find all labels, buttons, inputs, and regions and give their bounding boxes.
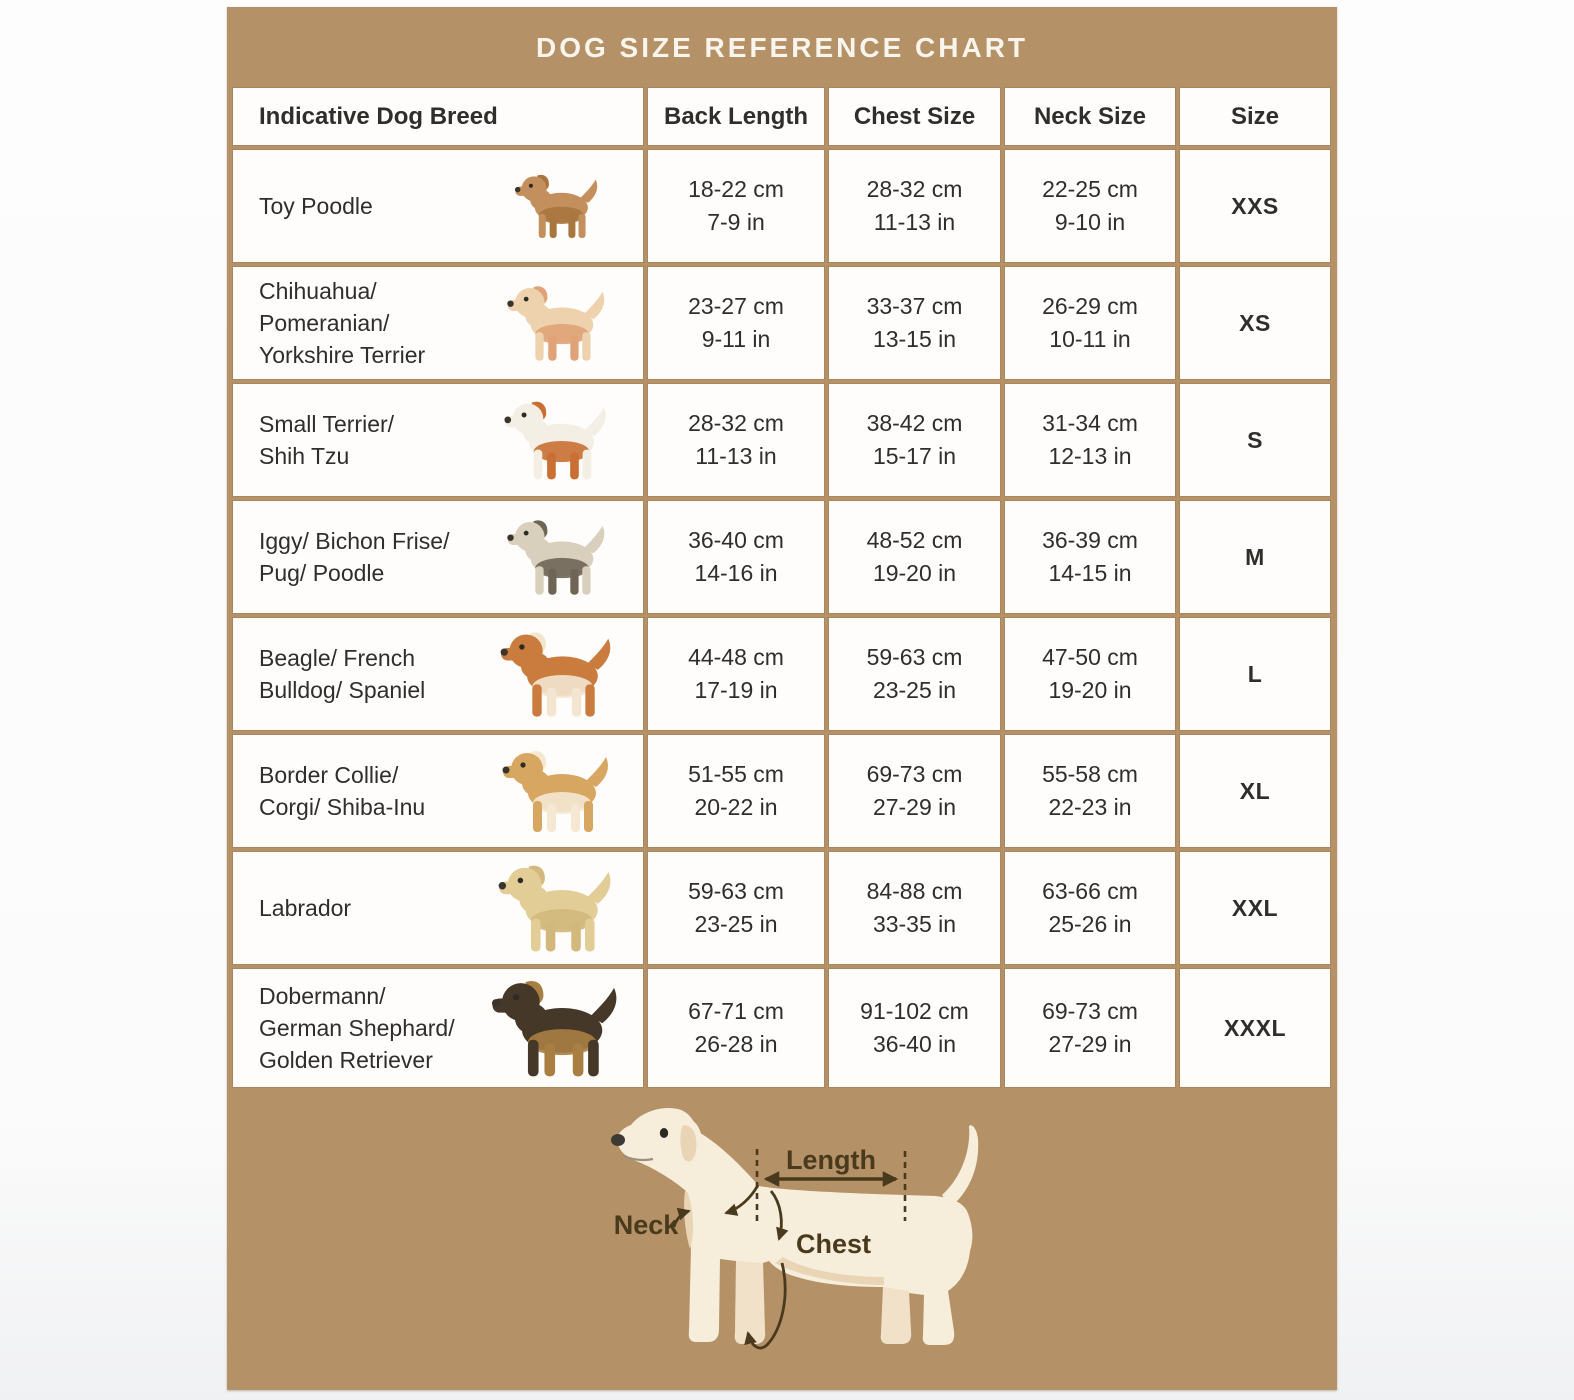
breed-line: Small Terrier/ — [259, 411, 395, 437]
size-value: XXS — [1231, 192, 1279, 219]
table-row — [233, 267, 1330, 379]
measure-in: 26-28 in — [694, 1031, 778, 1057]
measure-cm: 51-55 cm — [688, 761, 784, 787]
breed-cell — [233, 267, 643, 379]
breed-cell — [233, 150, 643, 262]
size-cell — [1180, 852, 1330, 964]
size-cell — [1180, 150, 1330, 262]
breed-name — [233, 525, 481, 589]
breed-line: Shih Tzu — [259, 443, 350, 469]
measure-in: 25-26 in — [1048, 911, 1132, 937]
breed-line: Corgi/ Shiba-Inu — [259, 794, 426, 820]
measure-in: 20-22 in — [694, 794, 778, 820]
table-row — [233, 501, 1330, 613]
size-cell — [1180, 267, 1330, 379]
page-title: DOG SIZE REFERENCE CHART — [535, 31, 1029, 63]
header-size: Size — [1180, 88, 1330, 145]
breed-name — [233, 892, 481, 924]
breed-cell — [233, 618, 643, 730]
breed-name — [233, 408, 481, 472]
measure-cm: 67-71 cm — [688, 998, 784, 1024]
header-neck-size: Neck Size — [1005, 88, 1175, 145]
measure-in: 36-40 in — [872, 1031, 957, 1057]
measure-cm: 59-63 cm — [866, 644, 963, 670]
measure-in: 23-25 in — [872, 677, 957, 703]
table-row — [233, 969, 1330, 1081]
size-reference-table — [233, 88, 1330, 1081]
neck-size-cell — [1005, 150, 1175, 262]
neck-size-cell — [1005, 969, 1175, 1087]
breed-name — [233, 980, 481, 1076]
header-chest-size: Chest Size — [829, 88, 1000, 145]
size-value: XS — [1239, 309, 1271, 336]
neck-size-cell — [1005, 501, 1175, 613]
shiba-icon — [481, 622, 639, 726]
measure-cm: 22-25 cm — [1042, 176, 1138, 202]
measure-cm: 48-52 cm — [866, 527, 963, 553]
measure-in: 17-19 in — [694, 677, 778, 703]
measure-cm: 33-37 cm — [866, 293, 963, 319]
breed-name — [233, 759, 481, 823]
size-value: S — [1247, 426, 1263, 453]
breed-line: Yorkshire Terrier — [259, 342, 426, 368]
chest-size-cell — [829, 267, 1000, 379]
chest-size-cell — [829, 852, 1000, 964]
measure-in: 19-20 in — [872, 560, 957, 586]
breed-cell — [233, 384, 643, 496]
breed-cell — [233, 501, 643, 613]
breed-name — [233, 275, 481, 371]
breed-name — [233, 190, 481, 222]
measure-cm: 55-58 cm — [1042, 761, 1138, 787]
header-indicative-dog-breed: Indicative Dog Breed — [233, 88, 643, 145]
measure-in: 11-13 in — [873, 209, 956, 235]
measure-cm: 23-27 cm — [688, 293, 784, 319]
breed-line: Iggy/ Bichon Frise/ — [259, 528, 450, 554]
measure-in: 23-25 in — [694, 911, 778, 937]
measure-cm: 63-66 cm — [1042, 878, 1138, 904]
pug-icon — [481, 511, 639, 603]
table-row — [233, 618, 1330, 730]
breed-line: German Shephard/ — [259, 1015, 455, 1041]
measurement-diagram — [227, 1081, 1337, 1390]
length-label: Length — [786, 1145, 876, 1175]
breed-line: Dobermann/ — [259, 983, 386, 1009]
size-value: XXXL — [1223, 1014, 1287, 1041]
table-row — [233, 852, 1330, 964]
toy-poodle-icon — [481, 167, 639, 245]
measure-in: 14-15 in — [1048, 560, 1132, 586]
breed-line: Toy Poodle — [259, 193, 373, 219]
neck-size-cell — [1005, 267, 1175, 379]
measure-cm: 69-73 cm — [866, 761, 963, 787]
measure-in: 15-17 in — [872, 443, 957, 469]
size-value: XL — [1239, 777, 1271, 804]
measure-in: 33-35 in — [872, 911, 957, 937]
measure-in: 9-11 in — [701, 326, 771, 352]
neck-size-cell — [1005, 618, 1175, 730]
measure-in: 7-9 in — [707, 209, 765, 235]
measure-cm: 28-32 cm — [866, 176, 963, 202]
measure-cm: 31-34 cm — [1042, 410, 1138, 436]
measure-cm: 91-102 cm — [860, 998, 969, 1024]
size-cell — [1180, 618, 1330, 730]
back-length-cell — [648, 735, 824, 847]
table-header-row — [233, 88, 1330, 145]
small-terrier-icon — [481, 392, 639, 488]
back-length-cell — [648, 852, 824, 964]
neck-size-cell — [1005, 735, 1175, 847]
corgi-icon — [481, 741, 639, 841]
measure-in: 14-16 in — [694, 560, 778, 586]
breed-line: Beagle/ French — [259, 645, 415, 671]
chest-size-cell — [829, 501, 1000, 613]
header-back-length: Back Length — [648, 88, 824, 145]
back-length-cell — [648, 267, 824, 379]
measure-in: 9-10 in — [1054, 209, 1126, 235]
breed-line: Bulldog/ Spaniel — [259, 677, 426, 703]
measure-in: 27-29 in — [872, 794, 957, 820]
breed-cell — [233, 852, 643, 964]
back-length-cell — [648, 969, 824, 1087]
size-chart-panel — [227, 7, 1337, 1390]
chest-size-cell — [829, 150, 1000, 262]
back-length-cell — [648, 150, 824, 262]
chest-size-cell — [829, 618, 1000, 730]
breed-line: Border Collie/ — [259, 762, 399, 788]
measure-cm: 44-48 cm — [688, 644, 784, 670]
size-value: L — [1247, 660, 1263, 687]
measure-cm: 36-39 cm — [1042, 527, 1138, 553]
measure-cm: 38-42 cm — [866, 410, 963, 436]
measure-in: 22-23 in — [1048, 794, 1132, 820]
size-cell — [1180, 501, 1330, 613]
breed-cell — [233, 969, 643, 1087]
measure-cm: 18-22 cm — [688, 176, 784, 202]
size-cell — [1180, 384, 1330, 496]
breed-cell — [233, 735, 643, 847]
back-length-cell — [648, 384, 824, 496]
measure-in: 19-20 in — [1048, 677, 1132, 703]
chest-size-cell — [829, 969, 1000, 1087]
measure-cm: 47-50 cm — [1042, 644, 1138, 670]
size-cell — [1180, 969, 1330, 1087]
measure-in: 13-15 in — [872, 326, 957, 352]
breed-name — [233, 642, 481, 706]
neck-size-cell — [1005, 384, 1175, 496]
labrador-icon — [481, 855, 639, 961]
neck-size-cell — [1005, 852, 1175, 964]
breed-line: Pomeranian/ — [259, 310, 390, 336]
size-value: M — [1245, 543, 1265, 570]
pomeranian-icon — [481, 277, 639, 369]
measure-cm: 36-40 cm — [688, 527, 784, 553]
neck-label: Neck — [613, 1210, 679, 1240]
breed-line: Chihuahua/ — [259, 278, 377, 304]
breed-line: Golden Retriever — [259, 1047, 433, 1073]
measure-cm: 26-29 cm — [1042, 293, 1138, 319]
back-length-cell — [648, 618, 824, 730]
size-cell — [1180, 735, 1330, 847]
measure-in: 11-13 in — [695, 443, 777, 469]
measure-in: 27-29 in — [1048, 1031, 1132, 1057]
table-row — [233, 735, 1330, 847]
table-row — [233, 150, 1330, 262]
german-shepherd-icon — [481, 969, 639, 1087]
chest-size-cell — [829, 735, 1000, 847]
measure-cm: 59-63 cm — [688, 878, 784, 904]
measure-in: 10-11 in — [1049, 326, 1131, 352]
breed-line: Labrador — [259, 895, 352, 921]
chest-size-cell — [829, 384, 1000, 496]
size-value: XXL — [1231, 894, 1279, 921]
measure-cm: 84-88 cm — [866, 878, 963, 904]
measure-cm: 69-73 cm — [1042, 998, 1138, 1024]
table-row — [233, 384, 1330, 496]
chest-label: Chest — [796, 1229, 872, 1259]
measure-cm: 28-32 cm — [688, 410, 784, 436]
measure-in: 12-13 in — [1048, 443, 1132, 469]
breed-line: Pug/ Poodle — [259, 560, 385, 586]
back-length-cell — [648, 501, 824, 613]
